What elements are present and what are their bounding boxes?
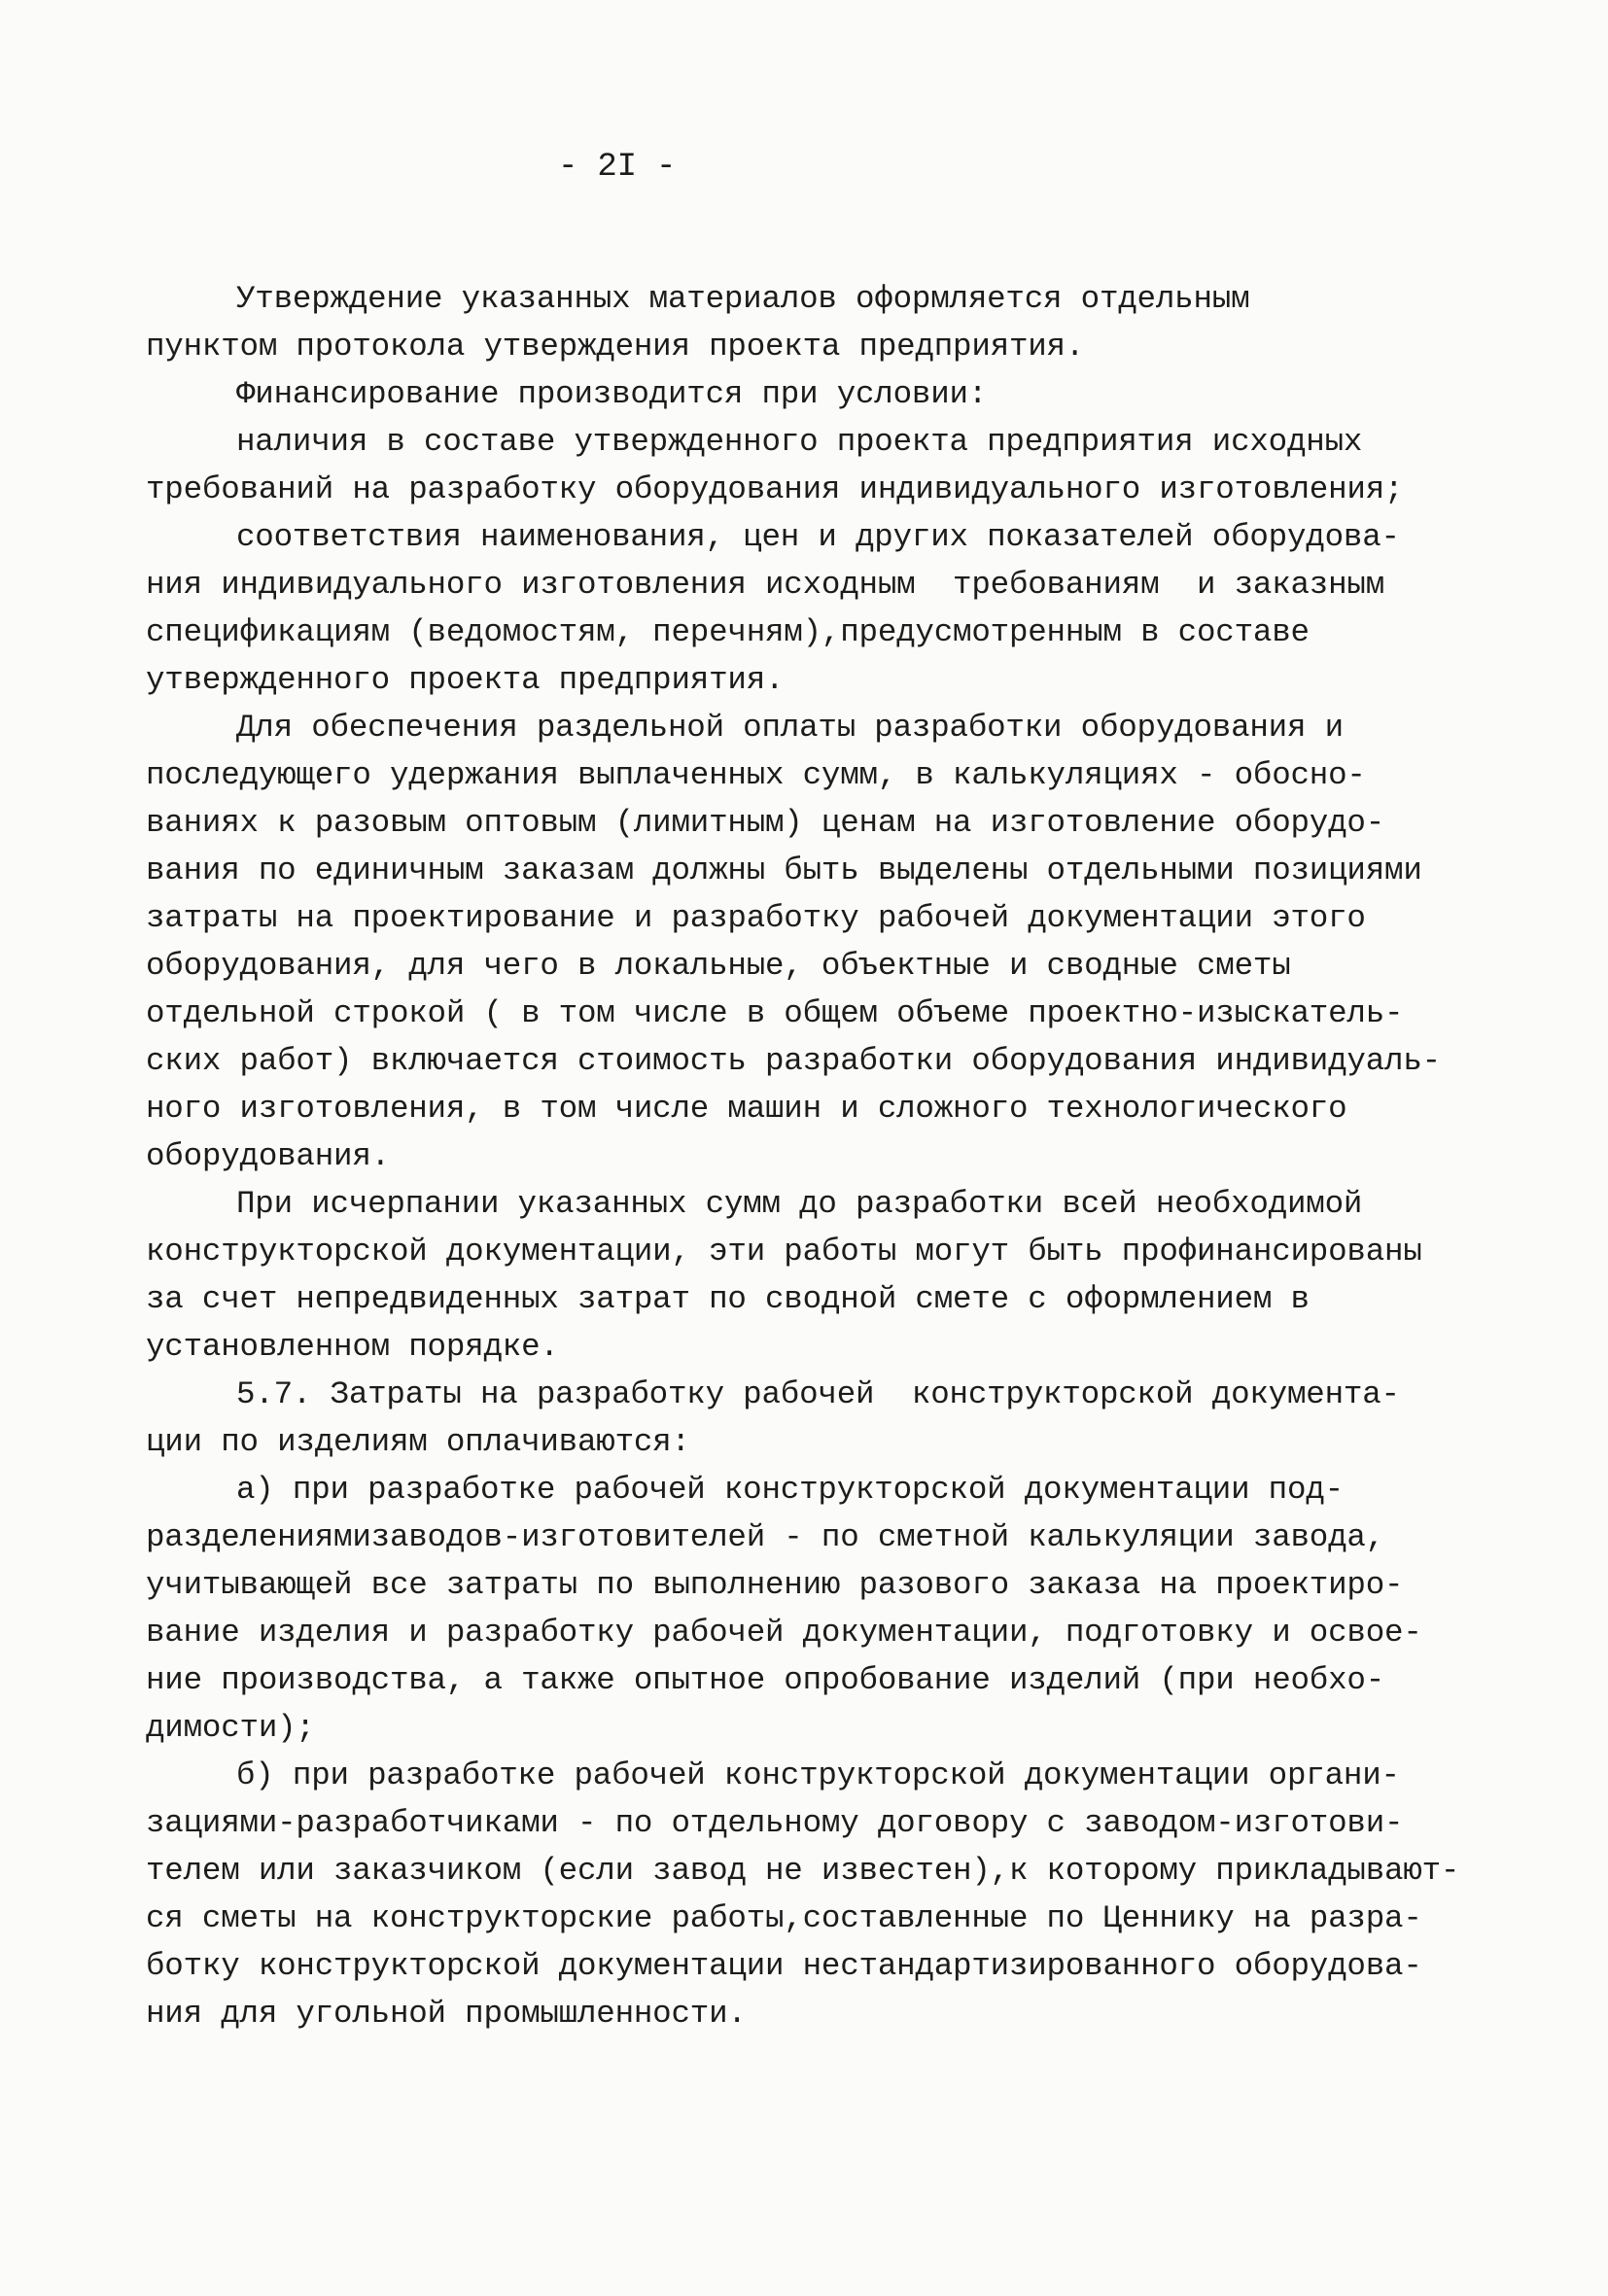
text-line: ских работ) включается стоимость разработки оборудования индивидуаль- <box>146 1043 1441 1079</box>
text-line: пунктом протокола утверждения проекта предприятия. <box>146 329 1085 365</box>
text-line: конструкторской документации, эти работы могут быть профинансированы <box>146 1234 1422 1270</box>
text-line: ваниях к разовым оптовым (лимитным) ценам на изготовление оборудо- <box>146 805 1385 841</box>
text-line: соответствия наименования, цен и других показателей оборудова- <box>236 519 1400 555</box>
text-line: Для обеспечения раздельной оплаты разработки оборудования и <box>236 710 1344 746</box>
text-line: разделениямизаводов-изготовителей - по сметной калькуляции завода, <box>146 1519 1385 1555</box>
text-line: наличия в составе утвержденного проекта предприятия исходных <box>236 424 1363 460</box>
text-line: телем или заказчиком (если завод не известен),к которому прикладывают- <box>146 1853 1460 1889</box>
text-line: оборудования, для чего в локальные, объектные и сводные сметы <box>146 948 1291 984</box>
text-line: Финансирование производится при условии: <box>236 376 988 412</box>
text-line: вание изделия и разработку рабочей документации, подготовку и освое- <box>146 1615 1422 1651</box>
text-line: отдельной строкой ( в том числе в общем объеме проектно-изыскатель- <box>146 995 1404 1031</box>
text-line: б) при разработке рабочей конструкторской документации органи- <box>236 1757 1400 1793</box>
text-line: последующего удержания выплаченных сумм, в калькуляциях - обосно- <box>146 757 1366 793</box>
text-line: ботку конструкторской документации нестандартизированного оборудова- <box>146 1948 1422 1984</box>
text-line: 5.7. Затраты на разработку рабочей конструкторской документа- <box>236 1376 1400 1412</box>
text-line: ние производства, а также опытное опробование изделий (при необхо- <box>146 1662 1385 1698</box>
text-line: Утверждение указанных материалов оформляется отдельным <box>236 281 1250 317</box>
text-line: за счет непредвиденных затрат по сводной смете с оформлением в <box>146 1281 1310 1317</box>
text-line: ся сметы на конструкторские работы,составленные по Ценнику на разра- <box>146 1900 1422 1936</box>
text-line: димости); <box>146 1710 315 1746</box>
page-number: - 2I - <box>558 149 677 186</box>
text-line: а) при разработке рабочей конструкторской документации под- <box>236 1472 1344 1508</box>
text-line: требований на разработку оборудования индивидуального изготовления; <box>146 471 1404 507</box>
text-line: учитывающей все затраты по выполнению разового заказа на проектиро- <box>146 1567 1404 1603</box>
text-line: оборудования. <box>146 1138 390 1174</box>
text-line: ния для угольной промышленности. <box>146 1996 747 2032</box>
text-line: установленном порядке. <box>146 1329 559 1365</box>
text-line: ного изготовления, в том числе машин и сложного технологического <box>146 1091 1347 1127</box>
text-line: ния индивидуального изготовления исходным требованиям и заказным <box>146 567 1385 603</box>
text-line: вания по единичным заказам должны быть выделены отдельными позициями <box>146 852 1422 888</box>
text-line: При исчерпании указанных сумм до разработки всей необходимой <box>236 1186 1363 1222</box>
text-line: затраты на проектирование и разработку рабочей документации этого <box>146 900 1366 936</box>
text-line: зациями-разработчиками - по отдельному договору с заводом-изготови- <box>146 1805 1404 1841</box>
text-line: спецификациям (ведомостям, перечням),предусмотренным в составе <box>146 614 1310 650</box>
text-line: ции по изделиям оплачиваются: <box>146 1424 690 1460</box>
text-line: утвержденного проекта предприятия. <box>146 662 785 698</box>
